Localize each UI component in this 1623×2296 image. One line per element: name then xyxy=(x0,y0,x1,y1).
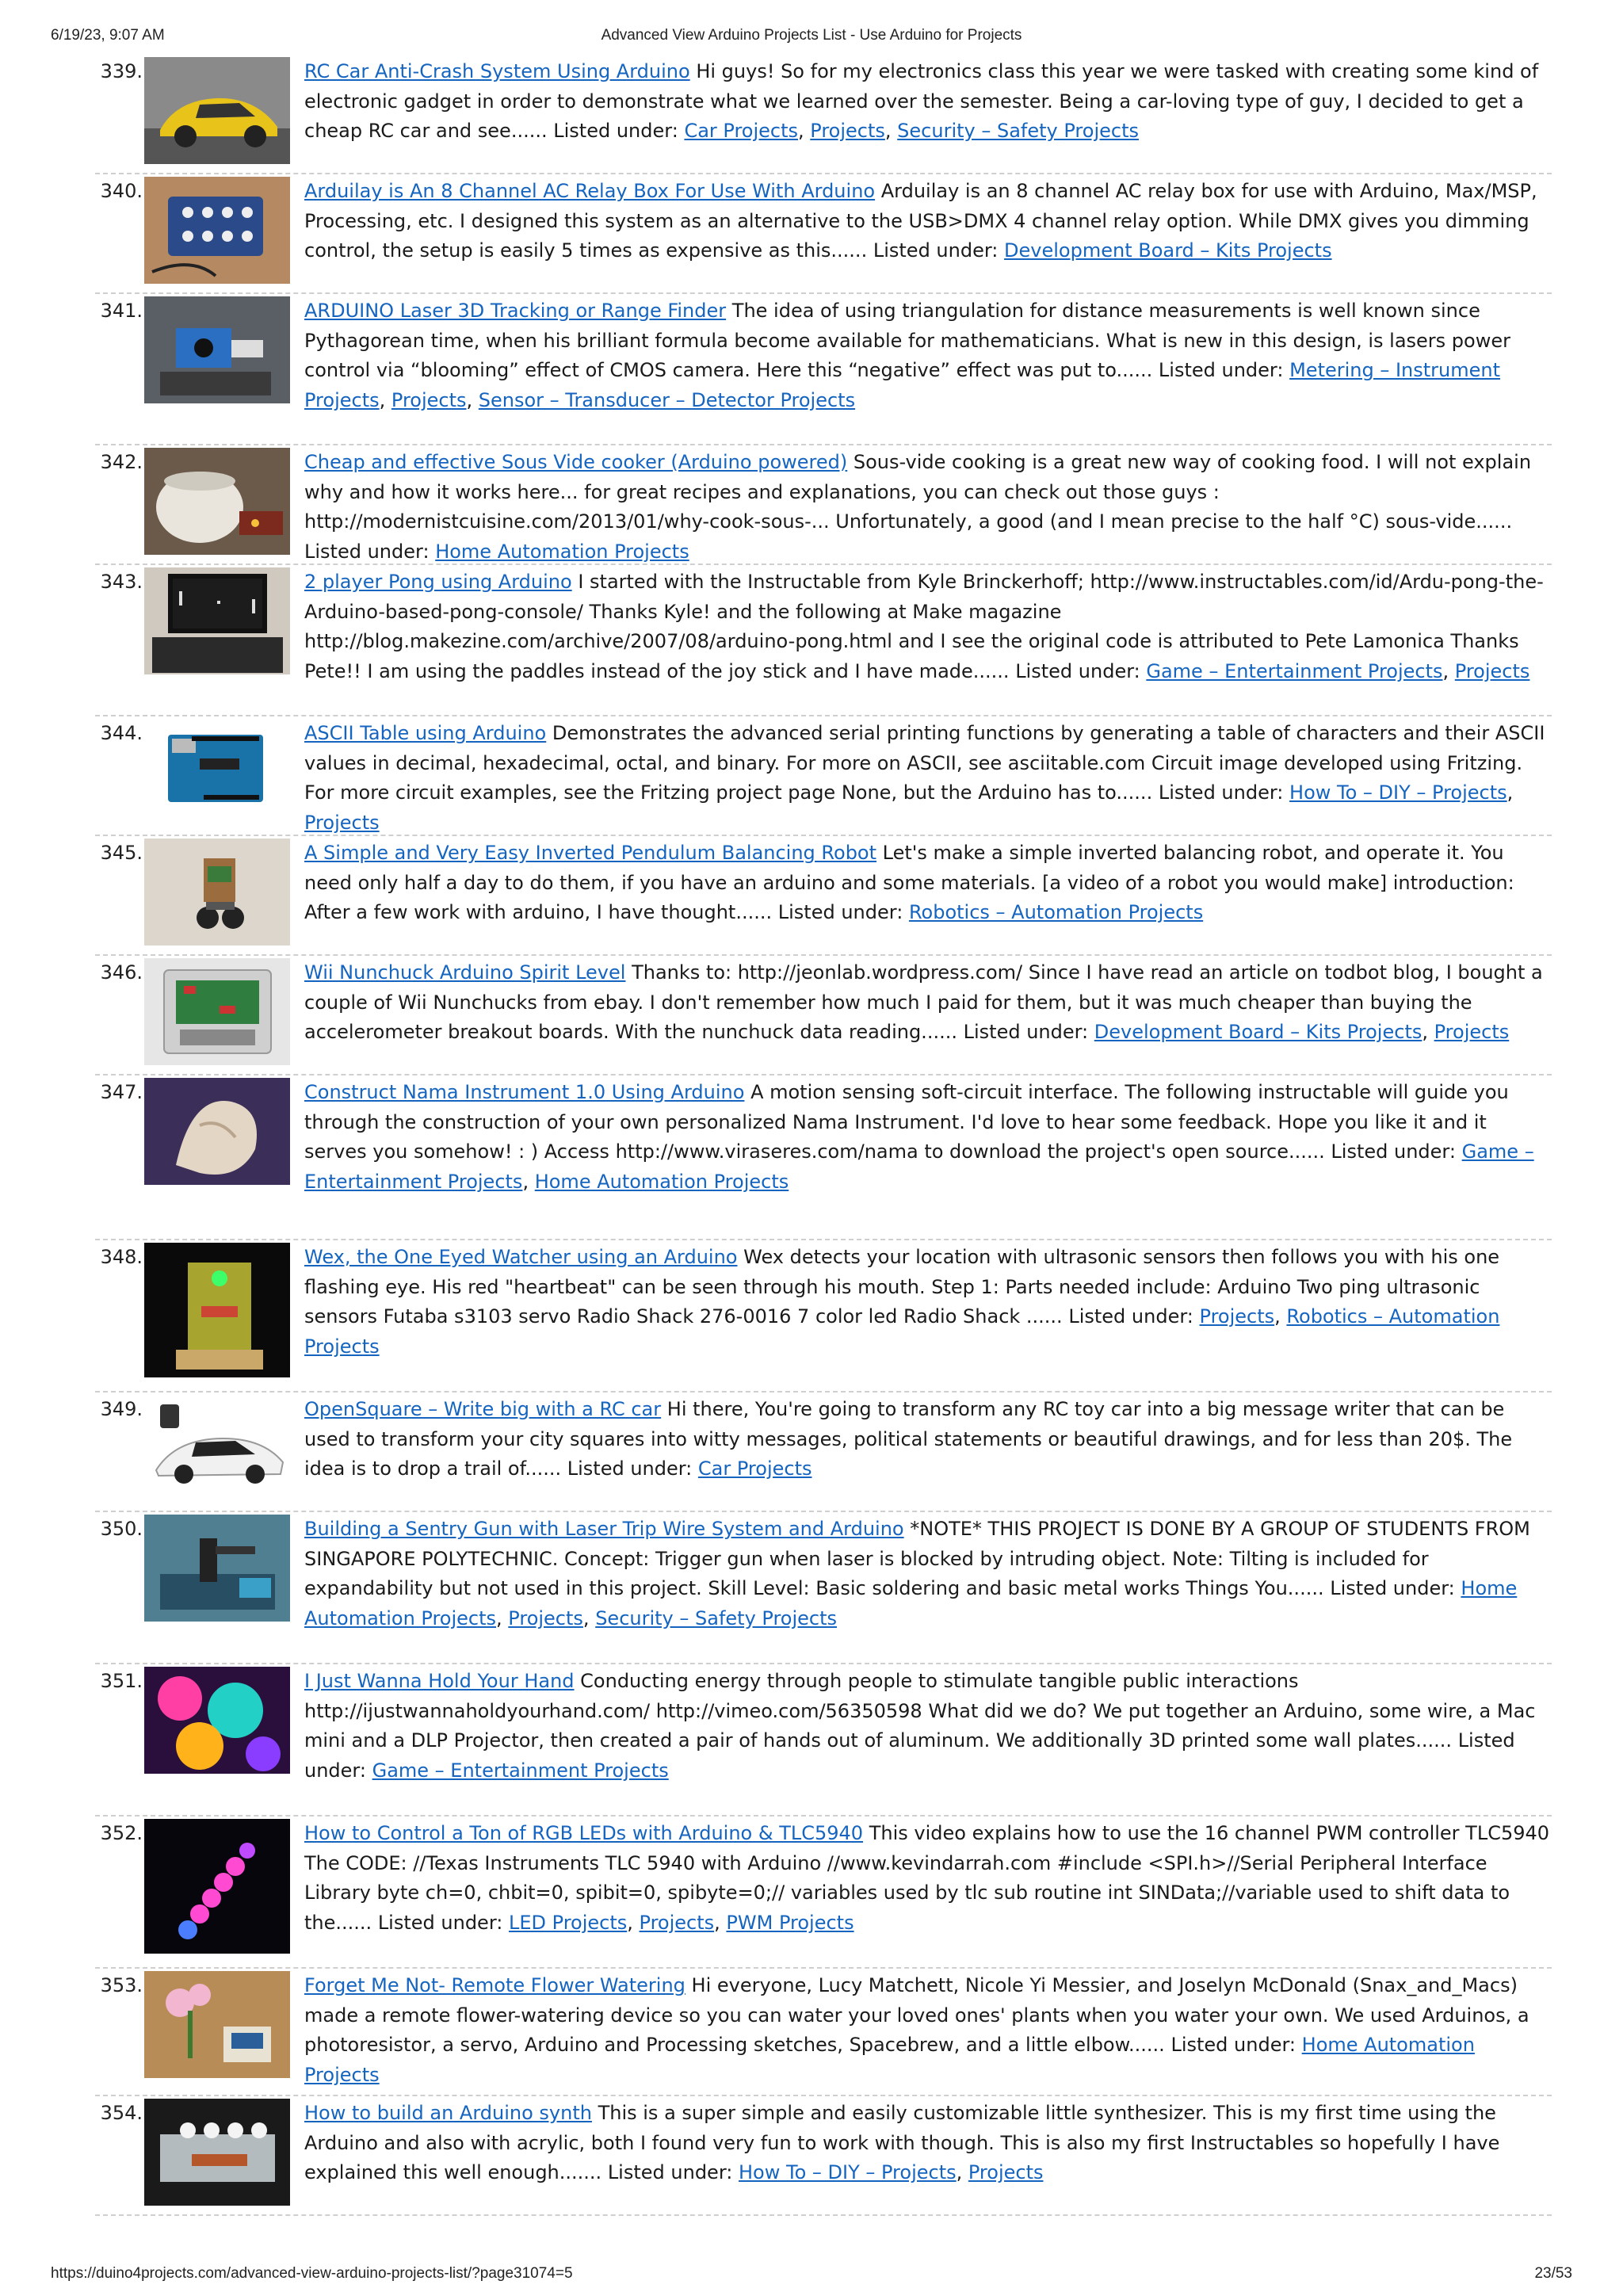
project-title-link[interactable]: OpenSquare – Write big with a RC car xyxy=(304,1398,662,1420)
category-link[interactable]: Home Automation Projects xyxy=(534,1170,789,1193)
category-link[interactable]: Game – Entertainment Projects xyxy=(1146,659,1443,682)
category-link[interactable]: Projects xyxy=(1454,659,1530,682)
listed-under-label: Listed under: xyxy=(1158,359,1284,381)
entry-thumbnail[interactable] xyxy=(144,1819,290,1954)
entry-text: How to Control a Ton of RGB LEDs with Arduino & TLC5940 This video explains how to use the 16 channel PWM controller TLC5940 The CODE: //Texas Instruments TLC 5940 with Arduino //www.kevindarrah.com #include <SPI.h>//Serial Peripheral Interface Library byte ch=0, chbit=0, spibit=0, spibyte=0;// variables used by tlc sub routine int SINData;//variable used to shift data to the...... Listed under: LED Projects, Projects, PWM Projects xyxy=(304,1822,1550,1934)
entry-text: 2 player Pong using Arduino I started with the Instructable from Kyle Brinckerhoff; http://www.instructables.com/id/Ardu-pong-the-Arduino-based-pong-console/ Thanks Kyle! and the following at Make magazine http://blog.makezine.com/archive/2007/08/arduino-pong.html and I see the original code is attributed to Pete Lamonica Thanks Pete!! I am using the paddles instead of the joy stick and I have made...... Listed under: Game – Entertainment Projects, Projects xyxy=(304,571,1544,682)
project-entry xyxy=(95,1393,1552,1512)
category-link[interactable]: Metering – Instrument Projects xyxy=(304,359,1501,411)
project-entry xyxy=(95,1665,1552,1817)
entry-thumbnail[interactable] xyxy=(144,57,290,164)
entry-thumbnail[interactable] xyxy=(144,567,290,674)
project-title-link[interactable]: How to build an Arduino synth xyxy=(304,2102,592,2124)
listed-under-label: Listed under: xyxy=(607,2161,733,2183)
entry-text xyxy=(304,177,1552,266)
project-description: This is a super simple and easily customizable little synthesizer. This is my first time using the Arduino and also with acrylic, both I found very fun to work with though. This is also my first Instructables so hopefully I have explained this well enough....... xyxy=(304,2102,1500,2183)
print-url: https://duino4projects.com/advanced-view-arduino-projects-list/?page31074=5 xyxy=(51,2265,573,2282)
entry-thumbnail[interactable] xyxy=(144,1395,290,1502)
project-description: *NOTE* THIS PROJECT IS DONE BY A GROUP OF STUDENTS FROM SINGAPORE POLYTECHNIC. Concept: Trigger gun when laser is blocked by intruding object. Note: Tilting is included for expandability but not used in this project. Skill Level: Basic soldering and basic metal works Things You...... xyxy=(304,1518,1530,1599)
category-link[interactable]: Projects xyxy=(1199,1305,1275,1328)
project-entry xyxy=(95,446,1552,565)
listed-under-label: Listed under: xyxy=(777,901,903,923)
project-entry xyxy=(95,1817,1552,1969)
entry-text xyxy=(304,448,1552,567)
project-title-link[interactable]: How to Control a Ton of RGB LEDs with Arduino & TLC5940 xyxy=(304,1822,864,1844)
entry-text xyxy=(304,1667,1552,1786)
entry-text: How to build an Arduino synth This is a super simple and easily customizable little synthesizer. This is my first time using the Arduino and also with acrylic, both I found very fun to work with though. This is also my first Instructables so hopefully I have explained this well enough....... Listed under: How To – DIY – Projects, Projects xyxy=(304,2102,1500,2183)
entry-text: Wex, the One Eyed Watcher using an Arduino Wex detects your location with ultrasonic sensors then follows you with his one flashing eye. His red "heartbeat" can be seen through his mouth. Step 1: Parts needed include: Arduino Two ping ultrasonic sensors Futaba s3103 servo Radio Shack 276-0016 7 color led Radio Shack ...... Listed under: Projects, Robotics – Automation Projects xyxy=(304,1246,1500,1358)
category-link[interactable]: Security – Safety Projects xyxy=(595,1606,838,1629)
project-title-link[interactable]: Arduilay is An 8 Channel AC Relay Box For Use With Arduino xyxy=(304,180,876,202)
category-link[interactable]: Projects xyxy=(968,2161,1044,2183)
category-link[interactable]: Projects xyxy=(639,1911,715,1934)
listed-under-label: Listed under: xyxy=(1170,2034,1296,2056)
project-description: Demonstrates the advanced serial printing functions by generating a table of characters and their ASCII values in decimal, hexadecimal, octal, and binary. For more on ASCII, see asciitable.com Circuit image developed using Fritzing. For more circuit examples, see the Fritzing project page None, but the Arduino has to...... xyxy=(304,722,1545,804)
listed-under-label: Listed under: xyxy=(1330,1577,1455,1599)
category-link[interactable]: Home Automation Projects xyxy=(304,2034,1475,2086)
project-title-link[interactable]: RC Car Anti-Crash System Using Arduino xyxy=(304,60,690,82)
entry-thumbnail[interactable] xyxy=(144,2099,290,2206)
project-title-link[interactable]: I Just Wanna Hold Your Hand xyxy=(304,1670,575,1692)
slow-cooker-photo xyxy=(144,448,290,555)
entry-number: 350. xyxy=(100,1518,143,1540)
entry-text: Wii Nunchuck Arduino Spirit Level Thanks to: http://jeonlab.wordpress.com/ Since I have read an article on todbot blog, I bought a couple of Wii Nunchucks from ebay. I don't remember how much I paid for them, but it was much cheaper than buying the accelerometer breakout boards. With the nunchuck data reading...... Listed under: Development Board – Kits Projects, Projects xyxy=(304,961,1543,1043)
category-link[interactable]: Game – Entertainment Projects xyxy=(372,1759,669,1782)
entry-text xyxy=(304,1971,1552,2090)
project-description: Wex detects your location with ultrasonic sensors then follows you with his one flashing eye. His red "heartbeat" can be seen through his mouth. Step 1: Parts needed include: Arduino Two ping ultrasonic sensors Futaba s3103 servo Radio Shack 276-0016 7 color led Radio Shack ...... xyxy=(304,1246,1500,1328)
project-title-link[interactable]: ASCII Table using Arduino xyxy=(304,722,547,744)
entry-number: 351. xyxy=(100,1670,143,1692)
print-footer xyxy=(51,2265,1572,2289)
listed-under-label: Listed under: xyxy=(304,1729,1515,1782)
category-link[interactable]: How To – DIY – Projects xyxy=(739,2161,957,2183)
listed-under-label: Listed under: xyxy=(567,1457,693,1480)
rgb-leds-photo xyxy=(144,1819,290,1954)
page-number: 23/53 xyxy=(1534,2265,1572,2282)
project-entry xyxy=(95,957,1552,1075)
tv-pong-game-photo xyxy=(144,567,290,674)
entry-text xyxy=(304,1395,1552,1484)
entry-number: 342. xyxy=(100,451,143,473)
listed-under-label: Listed under: xyxy=(963,1021,1089,1043)
entry-text: Construct Nama Instrument 1.0 Using Arduino A motion sensing soft-circuit interface. The following instructable will guide you through the construction of your own personalized Nama Instrument. I'd love to hear some feedback. Hope you like it and it serves you somehow! : ) Access http://www.viraseres.com/nama to download the project's open source...... Listed under: Game – Entertainment Projects, Home Automation Projects xyxy=(304,1081,1534,1193)
entry-number: 346. xyxy=(100,961,143,984)
print-datetime: 6/19/23, 9:07 AM xyxy=(51,27,165,44)
category-link[interactable]: PWM Projects xyxy=(726,1911,854,1934)
project-description: Conducting energy through people to stimulate tangible public interactions http://ijustwannaholdyourhand.com/ http://vimeo.com/56350598 What did we do? We put together an Arduino, some wire, a Mac mini and a DLP Projector, then created a pair of hands out of aluminum. We additionally 3D printed some wall plates...... xyxy=(304,1670,1536,1752)
category-link[interactable]: Security – Safety Projects xyxy=(897,120,1139,142)
project-entry xyxy=(95,1969,1552,2096)
laser-camera-rig-photo xyxy=(144,296,290,403)
project-description: I started with the Instructable from Kyle Brinckerhoff; http://www.instructables.com/id/Ardu-pong-the-Arduino-based-pong-console/ Thanks Kyle! and the following at Make magazine http://blog.makezine.com/archive/2007/08/arduino-pong.html and I see the original code is attributed to Pete Lamonica Thanks Pete!! I am using the paddles instead of the joy stick and I have made...... Listed xyxy=(304,571,1544,682)
category-link[interactable]: Projects xyxy=(1434,1021,1510,1043)
entry-thumbnail[interactable] xyxy=(144,448,290,555)
category-link[interactable]: Projects xyxy=(508,1606,583,1629)
yellow-sports-car-photo xyxy=(144,57,290,164)
category-link[interactable]: How To – DIY – Projects xyxy=(1289,781,1507,804)
entry-number: 353. xyxy=(100,1974,143,1996)
category-link[interactable]: Projects xyxy=(304,811,380,834)
one-eyed-robot-photo xyxy=(144,1243,290,1377)
entry-thumbnail[interactable] xyxy=(144,958,290,1065)
entry-thumbnail[interactable] xyxy=(144,839,290,946)
project-entry xyxy=(95,566,1552,716)
circuit-board-box-photo xyxy=(144,958,290,1065)
project-description: Sous-vide cooking is a great new way of cooking food. I will not explain why and how it works here... for great recipes and explanations, you can check out those guys : http://modernistcuisine.com/2013/01/why-cook-sous-... Unfortunately, a good (and I mean precise to the half °C) sous-vide...... xyxy=(304,451,1532,533)
category-link[interactable]: Home Automation Projects xyxy=(304,1577,1518,1629)
fabric-sculpture-photo xyxy=(144,1078,290,1185)
entry-number: 349. xyxy=(100,1398,143,1420)
entry-number: 348. xyxy=(100,1246,143,1268)
category-link[interactable]: Projects xyxy=(810,120,885,142)
sentry-gun-photo xyxy=(144,1515,290,1622)
balancing-robot-photo xyxy=(144,839,290,946)
category-link[interactable]: Sensor – Transducer – Detector Projects xyxy=(478,388,856,411)
entry-thumbnail[interactable] xyxy=(144,1515,290,1622)
entry-text: ARDUINO Laser 3D Tracking or Range Finder The idea of using triangulation for distance measurements is well known since Pythagorean time, when his brilliant formula become available for mathematicians. What is new in this design, is lasers power control via “blooming” effect of CMOS camera. Here this “negative” effect was put to...... Listed under: Metering – Instrument Projects, Projects, Sensor – Transducer – Detector Projects xyxy=(304,300,1510,411)
project-description: Hi guys! So for my electronics class this year we were tasked with creating some kind of electronic gadget in order to demonstrate what we learned over the semester. Being a car-loving type of guy, I decided to get a cheap RC car and see...... xyxy=(304,60,1539,142)
category-link[interactable]: Robotics – Automation Projects xyxy=(908,901,1204,923)
category-link[interactable]: Car Projects xyxy=(684,120,799,142)
entry-number: 339. xyxy=(100,60,143,82)
entry-number: 344. xyxy=(100,722,143,744)
entry-thumbnail[interactable] xyxy=(144,1971,290,2078)
project-description: Hi everyone, Lucy Matchett, Nicole Yi Messier, and Joselyn McDonald (Snax_and_Macs) made a remote flower-watering device so you can water your loved ones' plants when you water your own. We used Arduinos, a photoresistor, a servo, Arduino and Processing sketches, Spacebrew, and a little elbow...... xyxy=(304,1974,1529,2056)
entry-thumbnail[interactable] xyxy=(144,719,290,826)
print-page-title: Advanced View Arduino Projects List - Use Arduino for Projects xyxy=(601,27,1022,44)
project-title-link[interactable]: Building a Sentry Gun with Laser Trip Wire System and Arduino xyxy=(304,1518,904,1540)
arduino-board-image xyxy=(144,719,290,826)
project-title-link[interactable]: Cheap and effective Sous Vide cooker (Arduino powered) xyxy=(304,451,848,473)
project-description: A motion sensing soft-circuit interface. The following instructable will guide you through the construction of your own personalized Nama Instrument. I'd love to hear some feedback. Hope you like it and it serves you somehow! : ) Access http://www.viraseres.com/nama to download the project's open source...... xyxy=(304,1081,1509,1163)
entry-number: 354. xyxy=(100,2102,143,2124)
category-link[interactable]: Projects xyxy=(391,388,467,411)
listed-under-label: Listed under: xyxy=(873,239,999,262)
category-link[interactable]: Development Board – Kits Projects xyxy=(1004,239,1332,262)
project-title-link[interactable]: A Simple and Very Easy Inverted Pendulum Balancing Robot xyxy=(304,842,877,864)
project-description: Hi there, You're going to transform any RC toy car into a big message writer that can be used to transform your city squares into witty messages, political statements or beautiful drawings, and for less than 20$. The idea is to drop a trail of...... xyxy=(304,1398,1513,1480)
entry-thumbnail[interactable] xyxy=(144,177,290,284)
project-entry xyxy=(95,717,1552,836)
blue-relay-box-photo xyxy=(144,177,290,284)
listed-under-label: Listed under: xyxy=(553,120,678,142)
project-entry xyxy=(95,1076,1552,1240)
entry-thumbnail[interactable] xyxy=(144,1667,290,1774)
category-link[interactable]: Robotics – Automation Projects xyxy=(304,1305,1500,1358)
entry-text xyxy=(304,839,1552,928)
entry-thumbnail[interactable] xyxy=(144,1078,290,1185)
category-link[interactable]: Car Projects xyxy=(697,1457,812,1480)
project-description: Arduilay is an 8 channel AC relay box for use with Arduino, Max/MSP, Processing, etc. I designed this system as an alternative to the USB>DMX 4 channel relay option. While DMX gives you dimming control, the setup is easily 5 times as expensive as this...... xyxy=(304,180,1537,262)
listed-under-label: Listed under: xyxy=(377,1911,503,1934)
category-link[interactable]: LED Projects xyxy=(509,1911,628,1934)
colorful-projection-photo xyxy=(144,1667,290,1774)
entry-text: RC Car Anti-Crash System Using Arduino Hi guys! So for my electronics class this year we were tasked with creating some kind of electronic gadget in order to demonstrate what we learned over the semester. Being a car-loving type of guy, I decided to get a cheap RC car and see...... Listed under: Car Projects, Projects, Security – Safety Projects xyxy=(304,60,1539,142)
listed-under-label: Listed under: xyxy=(1068,1305,1193,1328)
category-link[interactable]: Development Board – Kits Projects xyxy=(1094,1021,1423,1043)
entry-number: 352. xyxy=(100,1822,143,1844)
project-entry xyxy=(95,1241,1552,1392)
listed-under-label: Listed under: xyxy=(1158,781,1284,804)
entry-thumbnail[interactable] xyxy=(144,1243,290,1377)
category-link[interactable]: Home Automation Projects xyxy=(435,540,689,563)
project-entry xyxy=(95,837,1552,956)
project-description: This video explains how to use the 16 channel PWM controller TLC5940 The CODE: //Texas Instruments TLC 5940 with Arduino //www.kevindarrah.com #include <SPI.h>//Serial Peripheral Interface Library byte ch=0, chbit=0, spibit=0, spibyte=0;// variables used by tlc sub routine int SINData;//variable used to shift data to the...... xyxy=(304,1822,1550,1934)
project-title-link[interactable]: 2 player Pong using Arduino xyxy=(304,571,572,593)
entry-thumbnail[interactable] xyxy=(144,296,290,403)
entry-number: 340. xyxy=(100,180,143,202)
entry-number: 343. xyxy=(100,571,143,593)
listed-under-label: Listed under: xyxy=(1331,1140,1456,1163)
entry-number: 347. xyxy=(100,1081,143,1103)
project-title-link[interactable]: Forget Me Not- Remote Flower Watering xyxy=(304,1974,685,1996)
project-description: Let's make a simple inverted balancing robot, and operate it. You need only half a day to do them, if you have an arduino and some materials. [a video of a robot you would make] introduction: After a few work with arduino, I have thought...... xyxy=(304,842,1514,923)
white-rc-car-photo xyxy=(144,1395,290,1502)
project-title-link[interactable]: Wii Nunchuck Arduino Spirit Level xyxy=(304,961,626,984)
project-title-link[interactable]: ARDUINO Laser 3D Tracking or Range Finder xyxy=(304,300,727,322)
entry-number: 341. xyxy=(100,300,143,322)
project-entry xyxy=(95,2097,1552,2216)
project-entry xyxy=(95,175,1552,294)
project-description: Thanks to: http://jeonlab.wordpress.com/ Since I have read an article on todbot blog, I bought a couple of Wii Nunchucks from ebay. I don't remember how much I paid for them, but it was much cheaper than buying the accelerometer breakout boards. With the nunchuck data reading...... xyxy=(304,961,1543,1043)
flower-watering-photo xyxy=(144,1971,290,2078)
acrylic-synth-photo xyxy=(144,2099,290,2206)
print-header xyxy=(51,27,1572,51)
category-link[interactable]: Game – Entertainment Projects xyxy=(304,1140,1534,1193)
project-title-link[interactable]: Construct Nama Instrument 1.0 Using Arduino xyxy=(304,1081,745,1103)
listed-under-label: under: xyxy=(1078,659,1140,682)
entry-number: 345. xyxy=(100,842,143,864)
listed-under-label: Listed under: xyxy=(304,540,430,563)
project-entry xyxy=(95,1513,1552,1664)
project-entry xyxy=(95,295,1552,445)
project-entry xyxy=(95,55,1552,174)
project-description: The idea of using triangulation for distance measurements is well known since Pythagorean time, when his brilliant formula become available for mathematicians. What is new in this design, is lasers power control via “blooming” effect of CMOS camera. Here this “negative” effect was put to...... xyxy=(304,300,1510,381)
entry-text: ASCII Table using Arduino Demonstrates the advanced serial printing functions by generating a table of characters and their ASCII values in decimal, hexadecimal, octal, and binary. For more on ASCII, see asciitable.com Circuit image developed using Fritzing. For more circuit examples, see the Fritzing project page None, but the Arduino has to...... Listed under: How To – DIY – Projects, Projects xyxy=(304,722,1545,834)
project-title-link[interactable]: Wex, the One Eyed Watcher using an Arduino xyxy=(304,1246,738,1268)
entry-text: Building a Sentry Gun with Laser Trip Wire System and Arduino *NOTE* THIS PROJECT IS DONE BY A GROUP OF STUDENTS FROM SINGAPORE POLYTECHNIC. Concept: Trigger gun when laser is blocked by intruding object. Note: Tilting is included for expandability but not used in this project. Skill Level: Basic soldering and basic metal works Things You...... Listed under: Home Automation Projects, Projects, Security – Safety Projects xyxy=(304,1518,1530,1629)
